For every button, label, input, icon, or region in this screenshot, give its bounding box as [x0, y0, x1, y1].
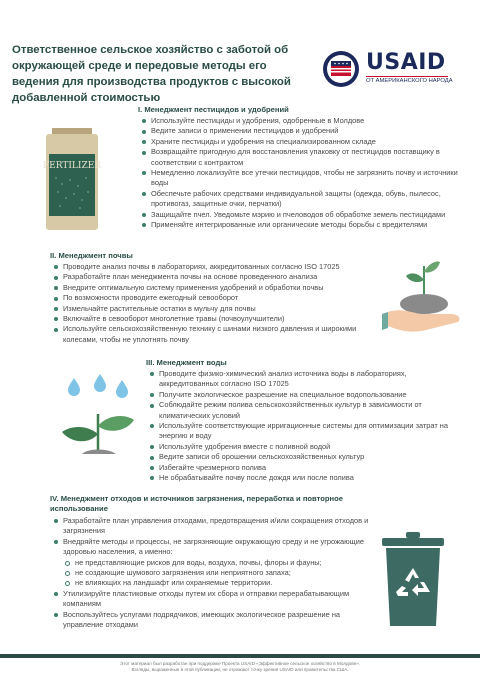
list-item: Разработайте план менеджмента почвы на основе проведенного анализа: [52, 272, 376, 282]
list-item: Включайте в севооборот многолетние травы (почвоулучшители): [52, 314, 376, 324]
section-pesticides-list: [140, 116, 474, 230]
list-item: Используйте пестициды и удобрения, одобренные в Молдове: [140, 116, 474, 126]
section-soil-title: II. Менеджмент почвы: [50, 251, 133, 260]
usaid-seal-icon: [322, 50, 360, 88]
footer-line: Этот материал был разработан при поддержке Проекта USAID «Эффективное сельское хозяйство в Молдове».: [119, 661, 361, 666]
fertilizer-bag-icon: [22, 128, 122, 232]
list-item: Применяйте интегрированные или органические методы борьбы с вредителями: [140, 220, 474, 230]
list-item: [52, 537, 370, 589]
fertilizer-label: FERTILIZER: [42, 161, 102, 171]
recycling-bin-icon: [378, 532, 448, 628]
list-item-text: Внедряйте методы и процессы, не загрязняющие окружающую среду и не угрожающие здоровью населения, а именно:: [63, 536, 364, 557]
usaid-wordmark: USAID: [366, 50, 446, 75]
section-waste-title: IV. Менеджмент отходов и источников загрязнения, переработка и повторное использование: [50, 494, 343, 513]
section-waste-sublist: [63, 558, 370, 589]
usaid-logo: [322, 50, 472, 90]
section-pesticides-title: I. Менеджмент пестицидов и удобрений: [138, 105, 289, 114]
list-item: Измельчайте растительные остатки в мульчу для почвы: [52, 304, 376, 314]
list-item: Ведите записи о применении пестицидов и удобрений: [140, 126, 474, 136]
list-item: Немедленно локализуйте все утечки пестицидов, чтобы не загрязнить почву и источники воды: [140, 168, 474, 189]
list-item: Используйте сельскохозяйственную технику с шинами низкого давления и широкими колесами, чтобы не уплотнять почву: [52, 324, 376, 345]
list-item: Воспользуйтесь услугами подрядчиков, имеющих экологическое разрешение на управление отходами: [52, 610, 370, 631]
list-item: Ведите записи об орошении сельскохозяйственных культур: [148, 452, 468, 462]
list-item: Проводите физико-химический анализ источника воды в лабораториях, аккредитованных согласно ISO 17025: [148, 369, 468, 390]
list-item: Храните пестициды и удобрения на специализированном складе: [140, 137, 474, 147]
hand-soil-sprout-icon: [380, 256, 470, 344]
footer-disclaimer: [0, 661, 480, 673]
list-item: Соблюдайте режим полива сельскохозяйственных культур в зависимости от климатических условий: [148, 400, 468, 421]
list-item: Используйте соответствующие ирригационные системы для оптимизации затрат на энергию и воду: [148, 421, 468, 442]
list-item: Внедрите оптимальную систему применения удобрений и обработки почвы: [52, 283, 376, 293]
list-item: Избегайте чрезмерного полива: [148, 463, 468, 473]
list-item: Возвращайте пригодную для восстановления упаковку от пестицидов поставщику в соответствии с контрактом: [140, 147, 474, 168]
watered-plant-icon: [56, 374, 140, 466]
sub-list-item: не представляющие рисков для воды, воздуха, почвы, флоры и фауны;: [63, 558, 370, 568]
list-item: Получите экологическое разрешение на специальное водопользование: [148, 390, 468, 400]
page-title: Ответственное сельское хозяйство с заботой об окружающей среде и передовые методы его ведения для производства продуктов с высокой добавленной стоимостью: [12, 44, 291, 104]
list-item: Утилизируйте пластиковые отходы путем их сбора и отправки перерабатывающим компаниям: [52, 589, 370, 610]
usaid-tagline: ОТ АМЕРИКАНСКОГО НАРОДА: [366, 78, 453, 84]
section-soil-list: [52, 262, 376, 345]
section-water-list: [148, 369, 468, 483]
sub-list-item: не влияющих на ландшафт или охраняемые территории.: [63, 578, 370, 588]
footer-line: Взгляды, выраженные в этой публикации, не отражают точку зрения USAID или правительства США.: [131, 667, 349, 672]
sub-list-item: не создающие шумового загрязнения или неприятного запаха;: [63, 568, 370, 578]
list-item: Обеспечьте рабочих средствами индивидуальной защиты (одежда, обувь, пылесос, противогаз, защитные очки, перчатки): [140, 189, 474, 210]
section-water-title: III. Менеджмент воды: [146, 358, 227, 367]
list-item: Защищайте пчел. Уведомьте мэрию и пчеловодов об обработке земель пестицидами: [140, 210, 474, 220]
list-item: Разработайте план управления отходами, предотвращения и/или сокращения отходов и загрязнения: [52, 516, 370, 537]
list-item: Не обрабатывайте почву после дождя или после полива: [148, 473, 468, 483]
footer-bar: [0, 654, 480, 658]
list-item: По возможности проводите ежегодный севооборот: [52, 293, 376, 303]
list-item: Используйте удобрения вместе с поливной водой: [148, 442, 468, 452]
list-item: Проводите анализ почвы в лабораториях, аккредитованных согласно ISO 17025: [52, 262, 376, 272]
section-waste-list: [52, 516, 370, 630]
